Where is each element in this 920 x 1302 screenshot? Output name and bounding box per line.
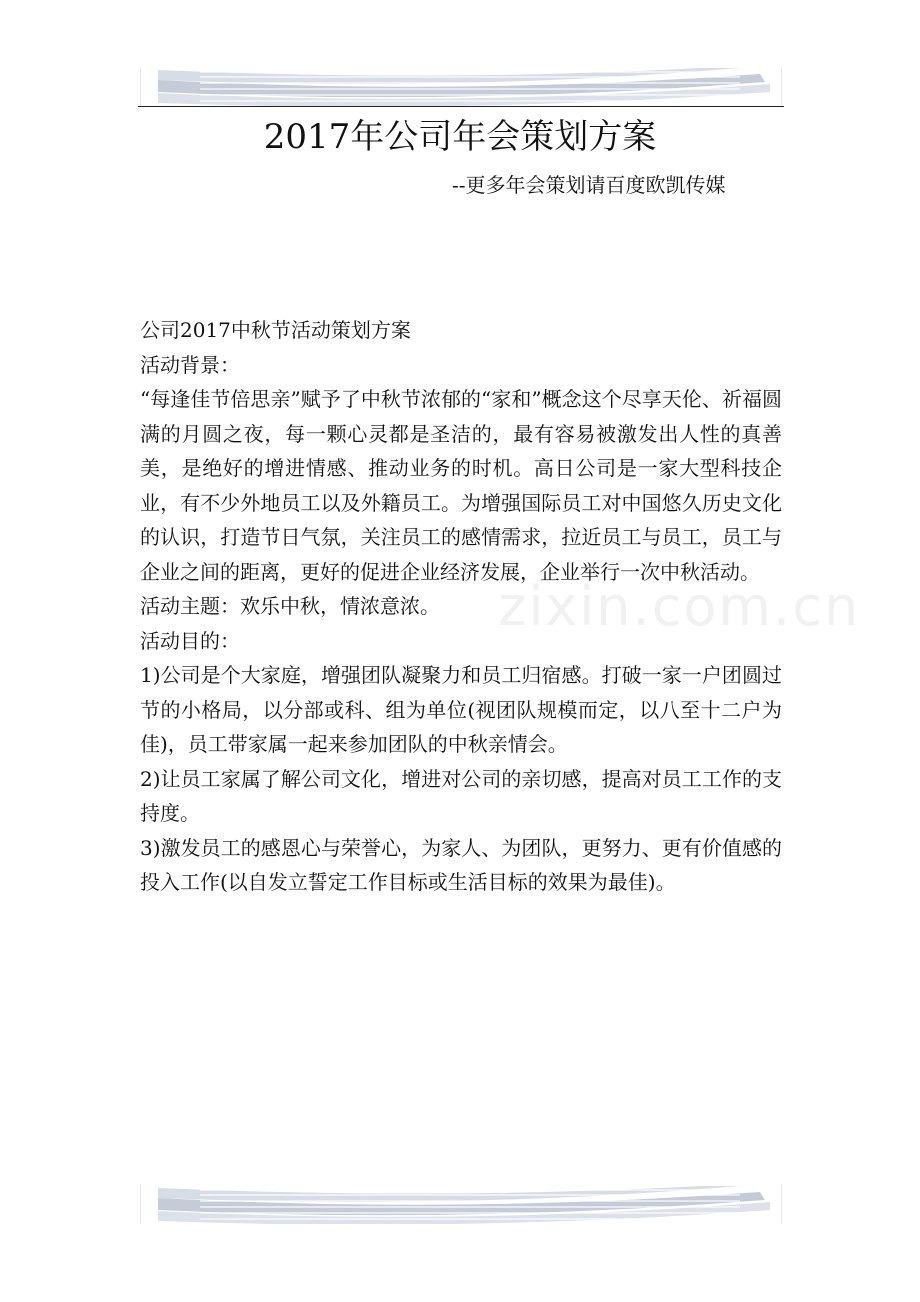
document-title: 2017年公司年会策划方案: [263, 117, 657, 157]
document-subtitle: --更多年会策划请百度欧凯传媒: [452, 173, 726, 197]
footer-decorative-banner: [140, 1184, 782, 1224]
goal-item: 3)激发员工的感恩心与荣誉心，为家人、为团队，更努力、更有价值感的投入工作(以自发立誓定工作目标或生活目标的效果为最佳)。: [140, 835, 782, 894]
watermark: zixin.com.cn: [498, 575, 861, 638]
section-heading: 公司2017中秋节活动策划方案: [140, 318, 411, 342]
goal-item: 1)公司是个大家庭，增强团队凝聚力和员工归宿感。打破一家一户团圆过节的小格局，以分部或科、组为单位(视团队规模而定，以八至十二户为佳)，员工带家属一起来参加团队的中秋亲情会。: [140, 663, 782, 756]
header-decorative-banner: [140, 66, 782, 106]
header-divider: [138, 106, 784, 107]
goal-label: 活动目的：: [140, 628, 240, 653]
document-body: [140, 313, 782, 900]
background-label: 活动背景：: [140, 352, 240, 377]
theme-line: 活动主题：欢乐中秋，情浓意浓。: [140, 594, 440, 618]
background-paragraph: “每逢佳节倍思亲”赋予了中秋节浓郁的“家和”概念这个尽享天伦、祈福圆满的月圆之夜，每一颗心灵都是圣洁的，最有容易被激发出人性的真善美，是绝好的增进情感、推动业务的时机。高日公司是一家大型科技企业，有不少外地员工以及外籍员工。为增强国际员工对中国悠久历史文化的认识，打造节日气氛，关注员工的感情需求，拉近员工与员工，员工与企业之间的距离，更好的促进企业经济发展，企业举行一次中秋活动。: [140, 387, 782, 584]
goal-item: 2)让员工家属了解公司文化，增进对公司的亲切感，提高对员工工作的支持度。: [140, 766, 782, 825]
